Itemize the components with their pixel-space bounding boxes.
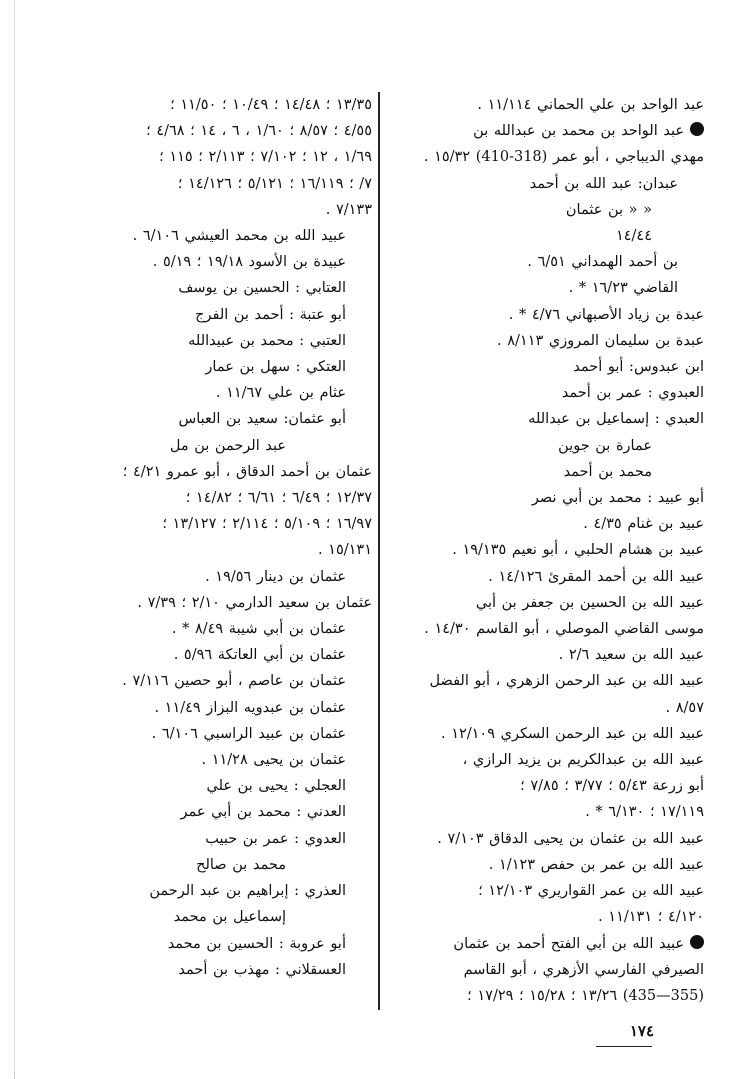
right-column-entry-text: عبد الواحد بن علي الحماني ١١/١١٤ .	[477, 97, 704, 113]
right-column-entry-text: أبو عبيد : محمد بن أبي نصر	[531, 490, 704, 507]
left-column-entry-text: عبيد الله بن محمد العيشي ٦/١٠٦ .	[132, 228, 346, 245]
margin-dotted-line	[14, 0, 15, 1079]
left-column-entry-text: العدني : محمد بن أبي عمر	[180, 804, 346, 821]
right-column-entry-text: عمارة بن جوين	[558, 437, 652, 454]
right-column-entry	[386, 485, 704, 511]
left-column-entry	[104, 852, 372, 878]
right-column-entry-text: (355—435) ١٣/٢٦ ؛ ١٥/٢٨ ؛ ١٧/٢٩ ؛	[467, 987, 704, 1004]
right-column-entry	[386, 747, 704, 773]
left-column-entry	[104, 511, 372, 537]
right-column-entry-text: عبد الواحد بن محمد بن عبدالله بن	[473, 123, 684, 140]
left-column-entry	[104, 695, 372, 721]
right-column-entry-text: ١٧/١١٩ ؛ ٦/١٣٠ * .	[585, 804, 704, 821]
right-column-entry	[386, 721, 704, 747]
right-column-entry-text: عبدان: عبد الله بن أحمد	[529, 175, 678, 192]
left-column-entry	[104, 878, 372, 904]
right-column-entry	[386, 695, 704, 721]
left-column-entry	[104, 302, 372, 328]
left-column-entry-text: العتابي : الحسين بن يوسف	[178, 280, 346, 297]
left-column-entry	[104, 590, 372, 616]
right-column-entry	[386, 275, 704, 301]
left-column-entry	[104, 773, 372, 799]
left-column-entry-text: العذري : إبراهيم بن عبد الرحمن	[149, 883, 346, 900]
left-column-entry	[104, 642, 372, 668]
page-number-rule	[596, 1046, 652, 1047]
right-column-entry	[386, 433, 704, 459]
right-column-entry-text: عبيد الله بن أحمد المقرئ ١٤/١٢٦ .	[488, 568, 704, 585]
right-column-entry-text: ابن عبدوس: أبو أحمد	[573, 359, 704, 376]
right-column-entry-text: عبيد الله بن عثمان بن يحيى الدقاق ٧/١٠٣ .	[437, 830, 704, 847]
right-column-entry-text: « « بن عثمان	[565, 201, 652, 218]
right-column-entry	[386, 328, 704, 354]
left-column-entry-text: عثمان بن دينار ١٩/٥٦ .	[205, 568, 346, 585]
right-column-entry-text: مهدي الديباجي ، أبو عمر (318-410) ١٥/٣٢ .	[423, 149, 704, 166]
right-column-entry-text: العبدي : إسماعيل بن عبدالله	[528, 411, 704, 428]
right-column-entry	[386, 616, 704, 642]
left-column-entry	[104, 537, 372, 563]
right-column-entry-text: أبو زرعة ٥/٤٣ ؛ ٣/٧٧ ؛ ٧/٨٥ ؛	[520, 778, 704, 795]
right-column-entry-text: عبدة بن سليمان المروزي ٨/١١٣ .	[497, 332, 704, 349]
bullet-dot-icon	[690, 122, 704, 136]
left-column-entry-text: العدوي : عمر بن حبيب	[205, 830, 346, 847]
page-number: ١٧٤	[629, 1022, 654, 1040]
left-column-entry	[104, 485, 372, 511]
left-column-entry	[104, 197, 372, 223]
right-column-entry-text: عبيد الله بن سعيد ٢/٦ .	[558, 647, 704, 664]
left-column-entry	[104, 616, 372, 642]
left-column-entry	[104, 249, 372, 275]
right-column-entry-text: عبدة بن زياد الأصبهاني ٤/٧٦ * .	[508, 306, 704, 323]
left-column-entry-text: ١٣/٣٥ ؛ ١٤/٤٨ ؛ ١٠/٤٩ ؛ ١١/٥٠ ؛	[170, 97, 372, 113]
right-column-entry-text: عبيد الله بن أبي الفتح أحمد بن عثمان	[453, 935, 684, 952]
right-column-entry-text: محمد بن أحمد	[563, 463, 652, 480]
left-column-entry	[104, 904, 372, 930]
right-column-entry-text: عبيد الله بن عمر بن حفص ١/١٢٣ .	[488, 856, 704, 873]
left-column-entry-text: أبو عثمان: سعيد بن العباس	[178, 411, 346, 428]
left-column-entry-text: عثمان بن عبيد الراسبي ٦/١٠٦ .	[151, 725, 346, 742]
left-column-entry-text: عثمان بن يحيى ١١/٢٨ .	[201, 752, 346, 769]
left-column-entry	[104, 799, 372, 825]
left-column-entry-text: العتكي : سهل بن عمار	[205, 359, 346, 376]
right-column-entry	[386, 118, 704, 144]
right-column-entry	[386, 197, 704, 223]
left-column-entry	[104, 144, 372, 170]
left-column-entry	[104, 957, 372, 983]
left-column-entry	[104, 354, 372, 380]
left-column-entry	[104, 931, 372, 957]
left-column-entry	[104, 433, 372, 459]
right-column-entry-text: ٨/٥٧ .	[665, 699, 704, 716]
right-column-entry	[386, 302, 704, 328]
left-column-entry-text: عثمان بن أحمد الدقاق ، أبو عمرو ٤/٢١ ؛	[122, 463, 372, 480]
right-column-entry	[386, 564, 704, 590]
right-column-entry-text: عبيد الله بن الحسين بن جعفر بن أبي	[475, 594, 704, 611]
right-column-entry-text: موسى القاضي الموصلي ، أبو القاسم ١٤/٣٠ .	[424, 621, 704, 638]
left-column-entry	[104, 328, 372, 354]
right-column-entry	[386, 642, 704, 668]
right-column-entry	[386, 406, 704, 432]
left-column-entry	[104, 223, 372, 249]
right-column-entry	[386, 144, 704, 170]
left-column-entry	[104, 721, 372, 747]
right-column-entry-text: بن أحمد الهمداني ٦/٥١ .	[527, 254, 678, 271]
right-column-entry	[386, 773, 704, 799]
right-column-entry	[386, 354, 704, 380]
left-column-entry-text: عثمان بن أبي شيبة ٨/٤٩ * .	[171, 621, 346, 638]
left-column-entry-text: عبيدة بن الأسود ١٩/١٨ ؛ ٥/١٩ .	[152, 254, 346, 271]
right-column-entry	[386, 983, 704, 1009]
index-column-left	[104, 92, 372, 1010]
right-column-entry	[386, 537, 704, 563]
left-column-entry-text: عثمان بن سعيد الدارمي ٢/١٠ ؛ ٧/٣٩ .	[137, 594, 372, 611]
right-column-entry	[386, 380, 704, 406]
left-column-entry-text: ٧/ ؛ ١٦/١١٩ ؛ ٥/١٢١ ؛ ١٤/١٢٦ ؛	[177, 175, 372, 192]
left-column-entry	[104, 668, 372, 694]
left-column-entry-text: إسماعيل بن محمد	[173, 909, 286, 926]
left-column-entry-text: ١٢/٣٧ ؛ ٦/٤٩ ؛ ٦/٦١ ؛ ١٤/٨٢ ؛	[185, 490, 372, 507]
right-column-entry	[386, 459, 704, 485]
left-column-entry-text: العسقلاني : مهذب بن أحمد	[178, 961, 346, 978]
right-column-entry	[386, 92, 704, 118]
right-column-entry	[386, 904, 704, 930]
right-column-entry	[386, 878, 704, 904]
left-column-entry-text: عبد الرحمن بن مل	[169, 437, 286, 454]
right-column-entry-text: عبيد الله بن عبد الرحمن الزهري ، أبو الفضل	[429, 673, 704, 690]
left-column-entry	[104, 92, 372, 118]
left-column-entry-text: العتبي : محمد بن عبيدالله	[188, 332, 346, 349]
left-column-entry-text: أبو عروبة : الحسين بن محمد	[167, 935, 346, 952]
right-column-entry	[386, 957, 704, 983]
right-column-entry-text: ٤/١٢٠ ؛ ١١/١٣١ .	[598, 909, 704, 926]
left-column-entry-text: ٤/٥٥ ؛ ٨/٥٧ ؛ ١/٦٠ ، ٦ ، ١٤ ؛ ٤/٦٨ ؛	[146, 123, 372, 140]
right-column-entry-text: العبدوي : عمر بن أحمد	[561, 385, 704, 402]
left-column-entry-text: محمد بن صالح	[196, 856, 286, 873]
right-column-entry	[386, 223, 704, 249]
left-column-entry-text: العجلي : يحيى بن علي	[206, 778, 346, 795]
left-column-entry-text: ١٥/١٣١ .	[317, 542, 372, 559]
bullet-dot-icon	[690, 935, 704, 949]
left-column-entry	[104, 275, 372, 301]
right-column-entry	[386, 799, 704, 825]
left-column-entry	[104, 826, 372, 852]
right-column-entry-text: عبيد الله بن عمر القواريري ١٢/١٠٣ ؛	[478, 883, 704, 900]
right-column-entry-text: الصيرفي الفارسي الأزهري ، أبو القاسم	[463, 961, 704, 978]
left-column-entry-text: عثام بن علي ١١/٦٧ .	[215, 385, 346, 402]
left-column-entry-text: عثمان بن أبي العاتكة ٥/٩٦ .	[173, 647, 346, 664]
right-column-entry	[386, 249, 704, 275]
right-column-entry-text: القاضي ١٦/٢٣ * .	[568, 280, 678, 297]
index-column-right	[386, 92, 704, 1010]
right-column-entry-text: ١٤/٤٤	[615, 228, 652, 245]
left-column-entry-text: عثمان بن عاصم ، أبو حصين ٧/١١٦ .	[122, 673, 346, 690]
left-column-entry	[104, 171, 372, 197]
right-column-entry	[386, 171, 704, 197]
left-column-entry	[104, 459, 372, 485]
left-column-entry	[104, 564, 372, 590]
right-column-entry	[386, 931, 704, 957]
right-column-entry-text: عبيد بن غنام ٤/٣٥ .	[583, 516, 704, 533]
right-column-entry	[386, 668, 704, 694]
left-column-entry-text: أبو عتبة : أحمد بن الفرج	[195, 306, 346, 323]
right-column-entry	[386, 511, 704, 537]
right-column-entry	[386, 852, 704, 878]
right-column-entry	[386, 590, 704, 616]
left-column-entry	[104, 747, 372, 773]
left-column-entry	[104, 380, 372, 406]
left-column-entry-text: ١/٦٩ ، ١٢ ؛ ٧/١٠٢ ؛ ٢/١١٣ ؛ ١١٥ ؛	[159, 149, 372, 166]
right-column-entry	[386, 826, 704, 852]
column-divider	[378, 92, 380, 1010]
right-column-entry-text: عبيد الله بن عبد الرحمن السكري ١٢/١٠٩ .	[440, 725, 704, 742]
left-column-entry-text: ٧/١٣٣ .	[325, 201, 372, 218]
right-column-entry-text: عبيد بن هشام الحلبي ، أبو نعيم ١٩/١٣٥ .	[452, 542, 704, 559]
left-column-entry	[104, 118, 372, 144]
right-column-entry-text: عبيد الله بن عبدالكريم بن يزيد الرازي ،	[462, 752, 704, 769]
left-column-entry-text: ١٦/٩٧ ؛ ٥/١٠٩ ؛ ٢/١١٤ ؛ ١٣/١٢٧ ؛	[162, 516, 372, 533]
left-column-entry-text: عثمان بن عبدويه البزاز ١١/٤٩ .	[154, 699, 346, 716]
left-column-entry	[104, 406, 372, 432]
